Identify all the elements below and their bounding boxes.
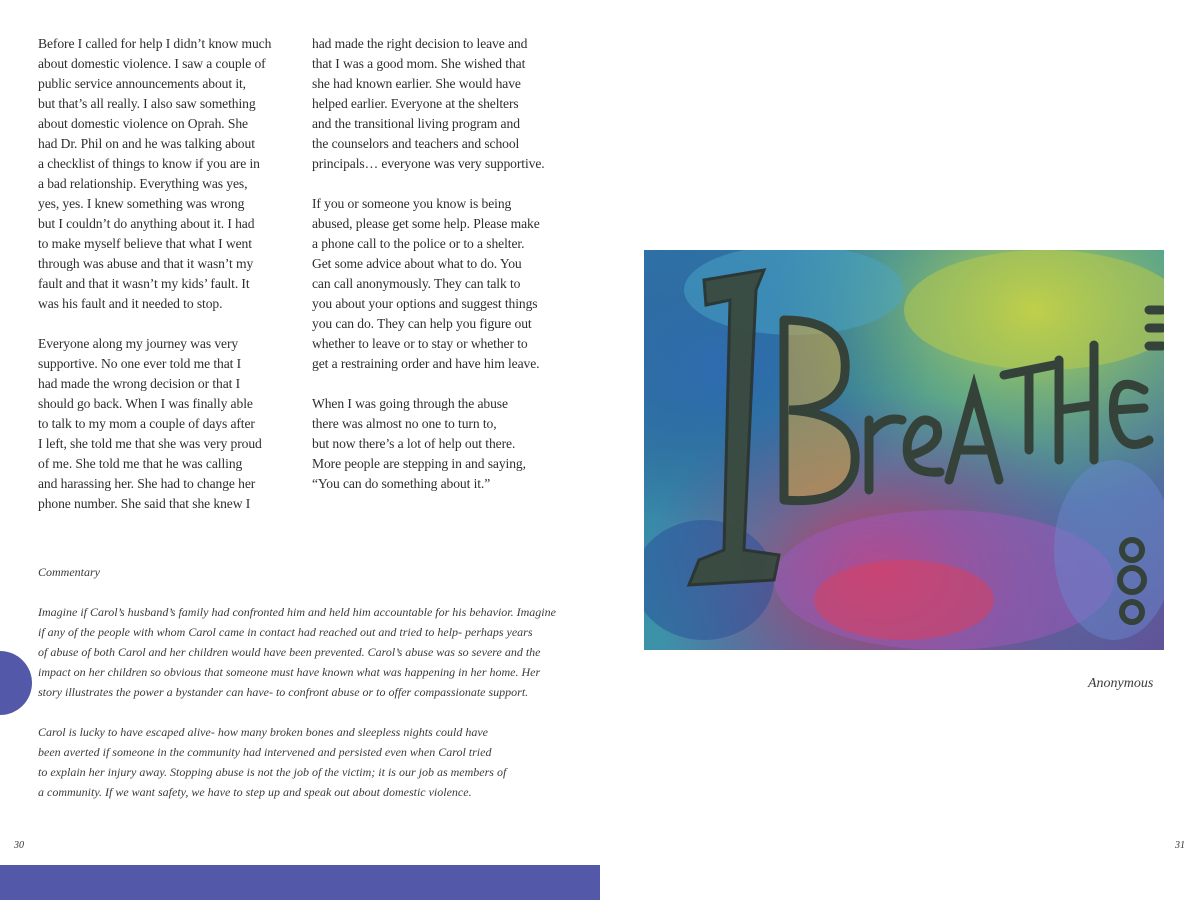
story-paragraph: If you or someone you know is being abused, please get some help. Please make a phone call to the police or to a shelter. Get some advice about what to do. You can call anonymously. They can talk to you about your options and suggest things you can do. They can help you figure out whether to leave or to stay or whether to get a restraining order and have him leave. <box>312 196 540 371</box>
footer-color-bar <box>0 865 600 900</box>
story-paragraph: Everyone along my journey was very supportive. No one ever told me that I had made the wrong decision or that I should go back. When I was finally able to talk to my mom a couple of days after I left, she told me that she was very proud of me. She told me that he was calling and harassing her. She had to change her phone number. She said that she knew I <box>38 336 262 511</box>
page-number-right: 31 <box>1175 840 1185 851</box>
commentary-paragraph: Carol is lucky to have escaped alive- how many broken bones and sleepless nights could have been averted if someone in the community had intervened and persisted even when Carol tried to explain her injury away. Stopping abuse is not the job of the victim; it is our job as members of a community. If we want safety, we have to step up and speak out about domestic violence. <box>38 725 507 799</box>
story-paragraph: had made the right decision to leave and that I was a good mom. She wished that she had known earlier. She would have helped earlier. Everyone at the shelters and the transitional living program and the counselors and teachers and school principals… everyone was very supportive. <box>312 36 545 171</box>
painting-image <box>644 250 1164 650</box>
chapter-tab-marker <box>0 651 32 715</box>
story-paragraph: When I was going through the abuse there was almost no one to turn to, but now there’s a lot of help out there. More people are stepping in and saying, “You can do something about it.” <box>312 396 526 491</box>
commentary-heading: Commentary <box>38 565 100 579</box>
commentary-section <box>38 562 578 822</box>
story-column-right <box>312 34 574 514</box>
artwork-caption: Anonymous <box>1088 676 1154 691</box>
story-column-left <box>38 34 298 534</box>
story-paragraph: Before I called for help I didn’t know much about domestic violence. I saw a couple of public service announcements about it, but that’s all really. I also saw something about domestic violence on Oprah. She had Dr. Phil on and he was talking about a checklist of things to know if you are in a bad relationship. Everything was yes, yes, yes. I knew something was wrong but I couldn’t do anything about it. I had to make myself believe that what I went through was abuse and that it wasn’t my fault and that it wasn’t my kids’ fault. It was his fault and it needed to stop. <box>38 36 272 311</box>
page-number-left: 30 <box>14 840 24 851</box>
commentary-paragraph: Imagine if Carol’s husband’s family had confronted him and held him accountable for his behavior. Imagine if any of the people with whom Carol came in contact had reached out and tried to help- perhaps years of abuse of both Carol and her children would have been prevented. Carol’s abuse was so severe and the impact on her children so obvious that someone must have known what was happening in her home. Her story illustrates the power a bystander can have- to confront abuse or to offer compassionate support. <box>38 605 556 699</box>
